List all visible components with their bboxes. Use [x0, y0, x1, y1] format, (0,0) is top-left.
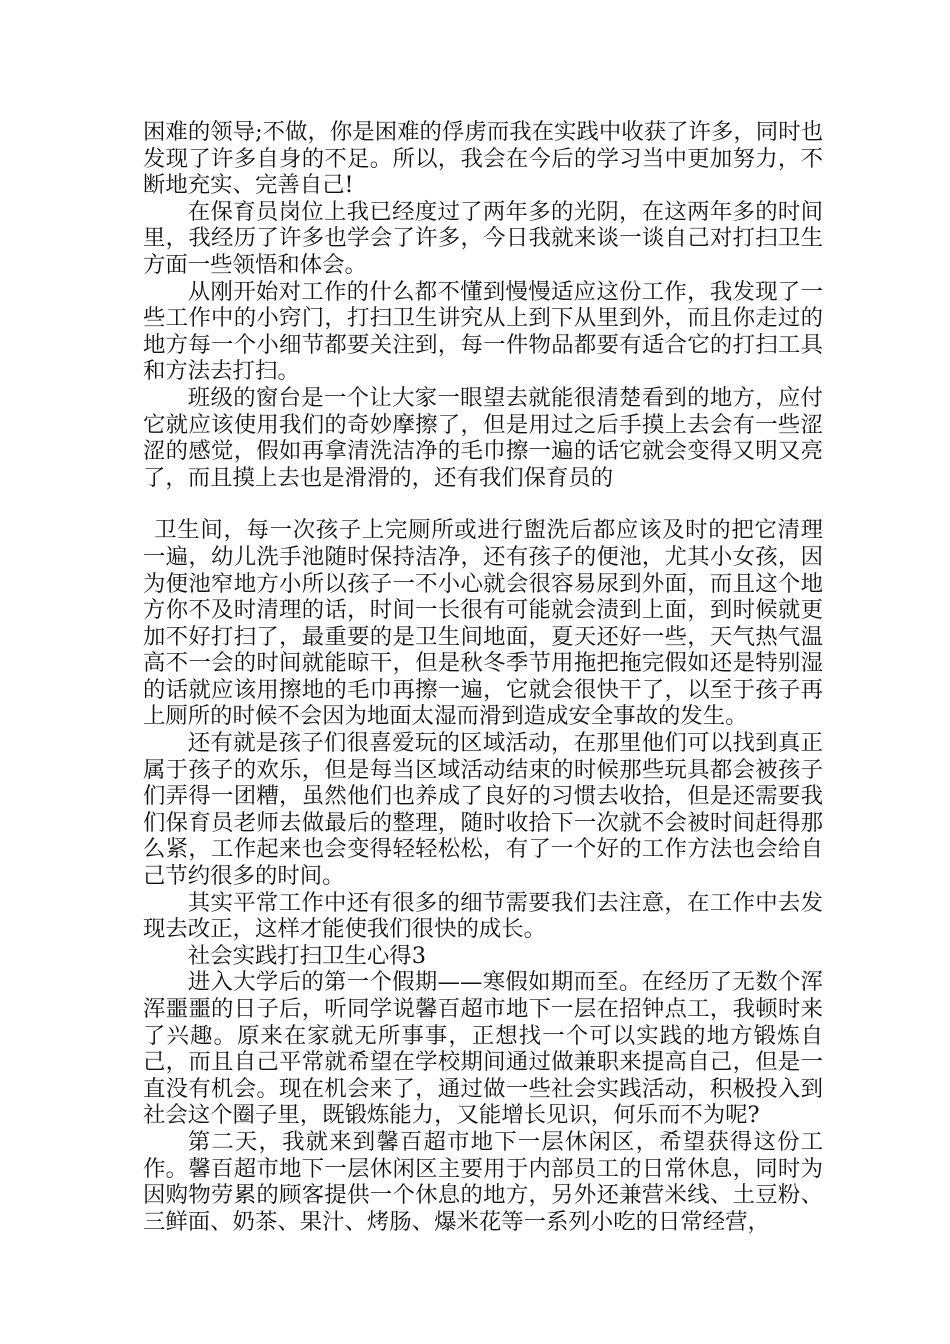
paragraph-1: 困难的领导;不做，你是困难的俘虏而我在实践中收获了许多，同时也发现了许多自身的不足。所以，我会在今后的学习当中更加努力，不断地充实、完善自己!	[143, 119, 823, 199]
paragraph-6: 还有就是孩子们很喜爱玩的区域活动，在那里他们可以找到真正属于孩子的欢乐，但是每当区域活动结束的时候那些玩具都会被孩子们弄得一团糟，虽然他们也养成了良好的习惯去收拾，但是还需要我们保育员老师去做最后的整理，随时收拾下一次就不会被时间赶得那么紧，工作起来也会变得轻轻松松，有了一个好的工作方法也会给自己节约很多的时间。	[143, 730, 823, 890]
paragraph-7: 其实平常工作中还有很多的细节需要我们去注意，在工作中去发现去改正，这样才能使我们很快的成长。	[143, 889, 823, 943]
paragraph-2: 在保育员岗位上我已经度过了两年多的光阴，在这两年多的时间里，我经历了许多也学会了许多，今日我就来谈一谈自己对打扫卫生方面一些领悟和体会。	[143, 198, 823, 278]
document-body	[143, 119, 823, 1235]
section-heading: 社会实践打扫卫生心得3	[187, 942, 426, 969]
paragraph-3: 从刚开始对工作的什么都不懂到慢慢适应这份工作，我发现了一些工作中的小窍门，打扫卫生讲究从上到下从里到外，而且你走过的地方每一个小细节都要关注到，每一件物品都要有适合它的打扫工具和方法去打扫。	[143, 278, 823, 385]
paragraph-4: 班级的窗台是一个让大家一眼望去就能很清楚看到的地方，应付它就应该使用我们的奇妙摩擦了，但是用过之后手摸上去会有一些涩涩的感觉，假如再拿清洗洁净的毛巾擦一遍的话它就会变得又明又亮了，而且摸上去也是滑滑的，还有我们保育员的	[143, 384, 823, 491]
paragraph-8: 进入大学后的第一个假期——寒假如期而至。在经历了无数个浑浑噩噩的日子后，听同学说馨百超市地下一层在招钟点工，我顿时来了兴趣。原来在家就无所事事，正想找一个可以实践的地方锻炼自己，而且自己平常就希望在学校期间通过做兼职来提高自己，但是一直没有机会。现在机会来了，通过做一些社会实践活动，积极投入到社会这个圈子里，既锻炼能力，又能增长见识，何乐而不为呢?	[143, 969, 823, 1129]
paragraph-5: 卫生间，每一次孩子上完厕所或进行盥洗后都应该及时的把它清理一遍，幼儿洗手池随时保持洁净，还有孩子的便池，尤其小女孩，因为便池窄地方小所以孩子一不小心就会很容易尿到外面，而且这个地方你不及时清理的话，时间一长很有可能就会渍到上面，到时候就更加不好打扫了，最重要的是卫生间地面，夏天还好一些，天气热气温高不一会的时间就能晾干，但是秋冬季节用拖把拖完假如还是特别湿的话就应该用擦地的毛巾再擦一遍，它就会很快干了，以至于孩子再上厕所的时候不会因为地面太湿而滑到造成安全事故的发生。	[143, 517, 823, 730]
paragraph-9: 第二天，我就来到馨百超市地下一层休闲区，希望获得这份工作。馨百超市地下一层休闲区主要用于内部员工的日常休息，同时为因购物劳累的顾客提供一个休息的地方，另外还兼营米线、土豆粉、三鲜面、奶茶、果汁、烤肠、爆米花等一系列小吃的日常经营，	[143, 1128, 823, 1235]
